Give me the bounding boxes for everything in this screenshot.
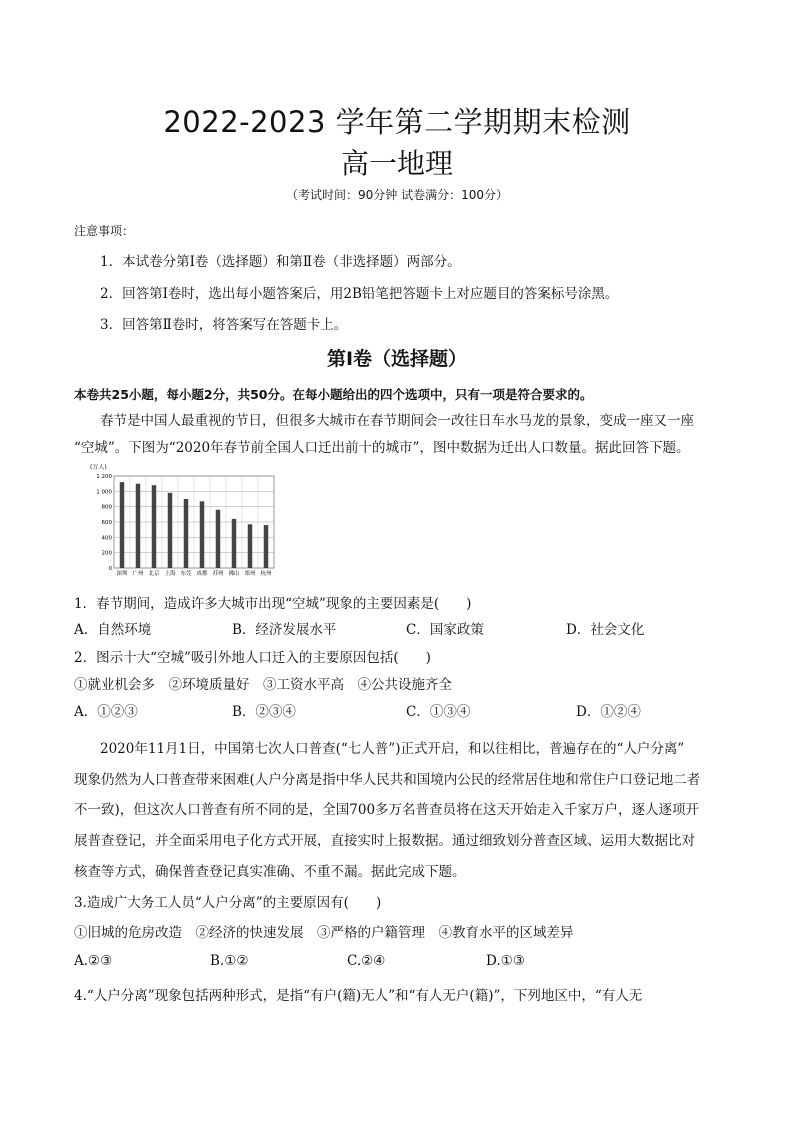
chart-x-tick-label: 东莞 [180,571,192,577]
q1-option-c: C．国家政策 [406,622,484,638]
intro2-line: 现象仍然为人口普查带来困难(人户分离是指中华人民共和国境内公民的经常居住地和常住户口登记地二者 [74,772,701,788]
bar-chart [88,462,278,582]
intro2-line: 2020年11月1日，中国第七次人口普查(“七人普”)正式开启，和以往相比，普遍存在的“人户分离” [100,741,685,757]
chart-x-tick-label: 郑州 [244,571,256,577]
q3-stem: 3.造成广大务工人员“人户分离”的主要原因有( ) [74,895,382,911]
q2-option-a: A．①②③ [74,704,138,720]
note-item: 1．本试卷分第Ⅰ卷（选择题）和第Ⅱ卷（非选择题）两部分。 [100,254,461,270]
exam-title: 2022-2023 学年第二学期期末检测 [163,105,631,139]
q2-stem: 2．图示十大“空城”吸引外地人口迁入的主要原因包括( ) [74,650,431,666]
exam-info: （考试时间：90分钟 试卷满分：100分） [286,188,508,202]
chart-bar [136,484,140,568]
chart-bar [120,482,124,568]
q3-option-b: B.①② [210,953,249,969]
chart-bar [200,501,204,568]
chart-x-tick-label: 广州 [132,571,144,577]
q2-option-d: D．①②④ [576,704,641,720]
notes-heading: 注意事项： [74,224,135,238]
chart-bar [232,519,236,568]
chart-x-tick-label: 苏州 [212,571,224,577]
intro-paragraph-line: 春节是中国人最重视的节日，但很多大城市在春节期间会一改往日车水马龙的景象，变成一座又一座 [100,413,694,429]
chart-bar [184,499,188,568]
chart-x-tick-label: 杭州 [260,571,272,577]
chart-y-tick-label: 800 [101,504,112,511]
q1-option-a: A．自然环境 [74,622,152,638]
chart-bar [152,485,156,568]
intro-paragraph-line: “空城”。下图为“2020年春节前全国人口迁出前十的城市”，图中数据为迁出人口数量。据此回答下题。 [74,440,690,456]
q1-stem: 1．春节期间，造成许多大城市出现“空城”现象的主要因素是( ) [74,596,472,612]
note-item: 3．回答第Ⅱ卷时，将答案写在答题卡上。 [100,317,348,333]
chart-y-tick-label: 400 [101,535,112,542]
chart-bar [168,493,172,568]
intro2-line: 不一致)，但这次人口普查有所不同的是，全国700多万名普查员将在这天开始走入千家万户，逐人逐项开 [74,802,700,818]
section-title: 第Ⅰ卷（选择题） [326,348,468,370]
chart-x-tick-label: 深圳 [116,571,128,577]
q1-option-d: D．社会文化 [566,622,645,638]
chart-bar [216,510,220,568]
q4-stem: 4.“人户分离”现象包括两种形式，是指“有户(籍)无人”和“有人无户(籍)”，下列地区中，“有人无 [74,988,643,1004]
q1-option-b: B．经济发展水平 [232,622,337,638]
q2-option-b: B．②③④ [232,704,296,720]
q2-choices: ①就业机会多 ②环境质量好 ③工资水平高 ④公共设施齐全 [74,677,452,693]
chart-bar [248,524,252,568]
chart-y-tick-label: 600 [101,520,112,526]
chart-bar [264,525,268,568]
exam-subject: 高一地理 [340,147,453,180]
chart-y-ticks [96,474,112,572]
q3-option-d: D.①③ [486,953,525,969]
chart-x-tick-label: 上海 [164,571,176,577]
chart-x-tick-label: 佛山 [228,571,240,577]
chart-y-tick-label: 0 [108,566,112,572]
q2-option-c: C．①③④ [406,704,471,720]
q3-option-a: A.②③ [74,953,113,969]
intro2-line: 核查等方式，确保普查登记真实准确、不重不漏。据此完成下题。 [74,864,466,880]
chart-y-tick-label: 1 200 [96,474,112,480]
q3-option-c: C.②④ [347,953,386,969]
chart-ylabel: (万人) [90,464,107,471]
note-item: 2．回答第Ⅰ卷时，选出每小题答案后，用2B铅笔把答题卡上对应题目的答案标号涂黑。 [100,286,619,302]
q3-choices: ①旧城的危房改造 ②经济的快速发展 ③严格的户籍管理 ④教育水平的区域差异 [74,925,574,941]
chart-x-tick-label: 成都 [196,571,208,577]
chart-x-ticks [116,569,271,577]
chart-y-tick-label: 200 [101,550,112,557]
section-instruction: 本卷共25小题，每小题2分，共50分。在每小题给出的四个选项中，只有一项是符合要求的。 [74,387,593,402]
chart-x-tick-label: 北京 [148,571,160,577]
intro2-line: 展普查登记，并全面采用电子化方式开展，直接实时上报数据。通过细致划分普查区域、运用大数据比对 [74,833,695,849]
chart-y-tick-label: 1 000 [96,489,112,496]
